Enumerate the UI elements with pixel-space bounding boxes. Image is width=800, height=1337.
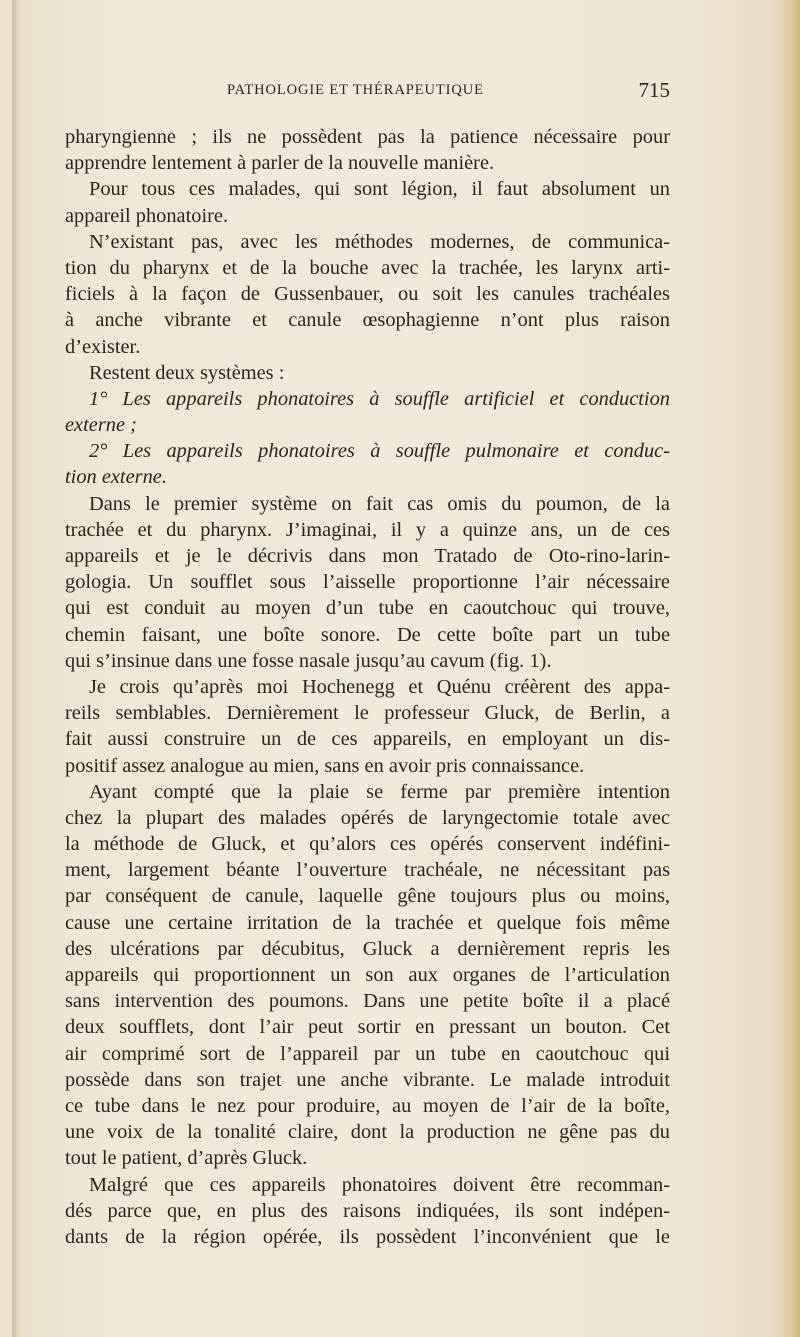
text-line: tion du pharynx et de la bouche avec la trachée, les larynx arti- — [65, 256, 670, 279]
text-line: sans intervention des poumons. Dans une petite boîte il a placé — [65, 990, 670, 1013]
text-line: à anche vibrante et canule œsophagienne n’ont plus raison — [65, 309, 670, 332]
page-number: 715 — [638, 78, 670, 102]
text-line: une voix de la tonalité claire, dont la production ne gêne pas du — [65, 1121, 670, 1144]
text-line: 2° Les appareils phonatoires à souffle pulmonaire et conduc- — [89, 440, 670, 463]
text-line: deux soufflets, dont l’air peut sortir en pressant un bouton. Cet — [65, 1016, 670, 1039]
text-line: fait aussi construire un de ces appareils, en employant un dis- — [65, 728, 670, 751]
page-header — [227, 78, 670, 104]
text-line: 1° Les appareils phonatoires à souffle artificiel et conduction — [89, 387, 670, 410]
text-line: appareil phonatoire. — [65, 204, 229, 227]
text-line: qui s’insinue dans une fosse nasale jusqu’au cavum (fig. 1). — [65, 649, 552, 672]
body-text — [65, 124, 670, 1250]
text-line: externe ; — [65, 414, 137, 437]
text-line: par conséquent de canule, laquelle gêne toujours plus ou moins, — [65, 885, 670, 908]
text-line: pharyngienne ; ils ne possèdent pas la patience nécessaire pour — [65, 126, 670, 148]
text-line: Restent deux systèmes : — [89, 361, 285, 384]
text-line: tion externe. — [65, 466, 167, 489]
text-line: possède dans son trajet une anche vibrante. Le malade introduit — [65, 1068, 670, 1091]
text-line: des ulcérations par décubitus, Gluck a dernièrement repris les — [65, 937, 670, 960]
text-line: apprendre lentement à parler de la nouvelle manière. — [65, 152, 495, 175]
book-page — [12, 0, 800, 1337]
text-line: tout le patient, d’après Gluck. — [65, 1147, 308, 1170]
text-line: ce tube dans le nez pour produire, au moyen de l’air de la boîte, — [65, 1094, 670, 1117]
text-line: N’existant pas, avec les méthodes modernes, de communica- — [89, 230, 670, 253]
text-line: appareils et je le décrivis dans mon Tratado de Oto-rino-larin- — [65, 545, 670, 567]
text-line: Pour tous ces malades, qui sont légion, il faut absolument un — [89, 178, 670, 201]
text-line: Je crois qu’après moi Hochenegg et Quénu créèrent des appa- — [89, 675, 670, 698]
text-line: dés parce que, en plus des raisons indiquées, ils sont indépen- — [65, 1199, 670, 1222]
text-line: ficiels à la façon de Gussenbauer, ou soit les canules trachéales — [65, 283, 670, 306]
text-line: Ayant compté que la plaie se ferme par première intention — [89, 780, 670, 803]
text-line: air comprimé sort de l’appareil par un tube en caoutchouc qui — [65, 1042, 670, 1065]
text-line: gologia. Un soufflet sous l’aisselle proportionne l’air nécessaire — [65, 571, 670, 594]
text-line: Dans le premier système on fait cas omis du poumon, de la — [89, 492, 670, 515]
text-line: chemin faisant, une boîte sonore. De cette boîte part un tube — [65, 623, 670, 646]
text-line: chez la plupart des malades opérés de laryngectomie totale avec — [65, 806, 670, 829]
text-line: appareils qui proportionnent un son aux organes de l’articulation — [65, 964, 670, 986]
text-line: la méthode de Gluck, et qu’alors ces opérés conservent indéfini- — [65, 833, 670, 856]
text-line: Malgré que ces appareils phonatoires doivent être recomman- — [89, 1173, 670, 1196]
text-line: d’exister. — [65, 335, 141, 358]
text-line: trachée et du pharynx. J’imaginai, il y a quinze ans, un de ces — [65, 518, 670, 541]
text-line: positif assez analogue au mien, sans en avoir pris connaissance. — [65, 754, 585, 777]
text-line: dants de la région opérée, ils possèdent l’inconvénient que le — [65, 1225, 670, 1248]
text-line: reils semblables. Dernièrement le professeur Gluck, de Berlin, a — [65, 702, 670, 725]
text-line: qui est conduit au moyen d’un tube en caoutchouc qui trouve, — [65, 597, 670, 620]
text-line: ment, largement béante l’ouverture trachéale, ne nécessitant pas — [65, 859, 670, 882]
running-head: PATHOLOGIE ET THÉRAPEUTIQUE — [227, 82, 484, 98]
text-line: cause une certaine irritation de la trachée et quelque fois même — [65, 911, 670, 934]
